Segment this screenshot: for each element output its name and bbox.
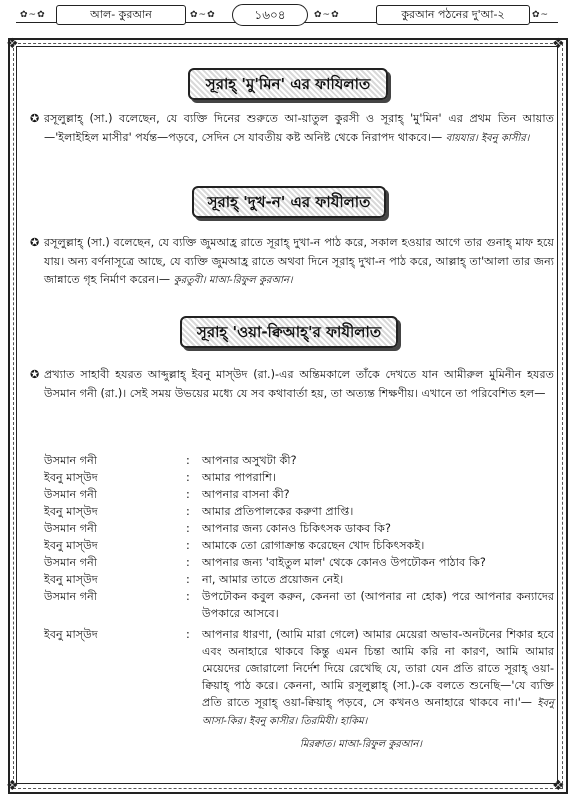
paragraph-text: রসূলুল্লাহ্ (সা.) বলেছেন, যে ব্যক্তি দিনের শুরুতে আ-য়াতুল কুরসী ও সূরাহ্ 'মু'মিন' এর প্রথম তিন আয়াত—'ইলাইহিল মাসীর' পর্যন্ত—পড়বে, সেদিন সে যাবতীয় কষ্ট অনিষ্ট থেকে নিরাপদ থাকবে।— [44, 112, 554, 144]
dialog-text: আমাকে তো রোগাক্রান্ত করেছেন খোদ চিকিৎসকই। [202, 539, 425, 552]
citation: ইবনু আসা-কির। ইবনু কাসীর। তিরমিযী। হাকিম। [202, 698, 555, 727]
citation: কুরতুবী। মাআ-রিফুল কুরআন। [173, 275, 293, 286]
colon-separator: : [186, 539, 190, 552]
section-paragraph [44, 234, 554, 291]
colon-separator: : [186, 590, 190, 603]
corner-ornament-icon: ❖ [6, 778, 19, 794]
dialog-row [44, 486, 554, 503]
speaker: ইবনু মাস্উদ [44, 573, 98, 586]
header-chapter-title: কুরআন পঠনের দু'আ-২ [376, 5, 530, 25]
section-paragraph [44, 366, 554, 403]
paragraph-text: প্রখ্যাত সাহাবী হযরত আব্দুল্লাহ্ ইবনু মাস্উদ (রা.)-এর অন্তিমকালে তাঁকে দেখতে যান আমীরুল মুমিনীন হযরত উসমান গনী (রা.)। সেই সময় উভয়ের মধ্যে যে সব কথাবার্তা হয়, তা অত্যন্ত শিক্ষণীয়। এখানে তা পরিবেশিত হল— [44, 368, 554, 400]
speaker: উসমান গনী [44, 454, 98, 467]
dialog-row [44, 469, 554, 486]
header-ornament-right: ✿~ [532, 10, 550, 20]
corner-ornament-icon: ❖ [552, 778, 565, 794]
colon-separator: : [186, 522, 190, 535]
speaker: ইবনু মাস্উদ [44, 628, 98, 641]
dialog-text: না, আমার তাতে প্রয়োজন নেই। [202, 573, 344, 586]
dialog-text [202, 626, 554, 730]
speaker: উসমান গনী [44, 522, 98, 535]
page-number: ১৬০৪ [232, 4, 308, 26]
paragraph-text: রসূলুল্লাহ্ (সা.) বলেছেন, যে ব্যক্তি জুমআহ্র রাতে সূরাহ্ দুখা-ন পাঠ করে, সকাল হওয়ার আগে তার গুনাহ্ মাফ হয়ে যায়। অন্য বর্ণনাসূত্রে আছে, যে ব্যক্তি জুমআহ্র রাতে অথবা দিনে সূরাহ্ দুখা-ন পাঠ করে, আল্লাহ্ তা'আলা তার জন্য জান্নাতে গৃহ নির্মাণ করেন।— [44, 236, 554, 286]
colon-separator: : [186, 505, 190, 518]
header-ornament-mid-left: ✿~✿ [190, 10, 216, 20]
final-citation: মিরক্বাত। মাআ-রিফুল কুরআন। [300, 739, 422, 750]
section-title: সূরাহ্ 'ওয়া-ক্বিআহ্'র ফাযীলাত [196, 323, 382, 341]
speaker: উসমান গনী [44, 488, 98, 501]
citation: বায়যার। ইবনু কাসীর। [445, 132, 530, 144]
dialog-text: আমার পাপরাশি। [202, 471, 276, 484]
speaker: উসমান গনী [44, 590, 98, 603]
section-title: সূরাহ্ 'মু'মিন' এর ফাযিলাত [205, 75, 371, 93]
dialog-text: আপনার বাসনা কী? [202, 488, 290, 501]
bullet-icon: ✪ [30, 112, 40, 125]
bullet-icon: ✪ [30, 236, 40, 249]
header-ornament-left: ✿~✿ [20, 10, 46, 20]
section-paragraph [44, 110, 554, 148]
dialog-row [44, 571, 554, 588]
section-title-banner [188, 68, 388, 100]
speaker: ইবনু মাস্উদ [44, 505, 98, 518]
corner-ornament-icon: ❖ [552, 36, 565, 52]
colon-separator: : [186, 628, 190, 641]
dialog-text: আপনার জন্য 'বাইতুল মাল' থেকে কোনও উপঢৌকন পাঠাব কি? [202, 556, 486, 569]
colon-separator: : [186, 573, 190, 586]
bullet-icon: ✪ [30, 368, 40, 381]
speaker: ইবনু মাস্উদ [44, 471, 98, 484]
dialog-text: উপঢৌকন কবুল করুন, কেননা তা (আপনার না হোক) পরে আপনার কন্যাদের উপকারে আসবে। [202, 590, 554, 620]
dialog-text: আপনার অসুখটা কী? [202, 454, 297, 467]
colon-separator: : [186, 488, 190, 501]
dialog-text-body: আপনার ধারণা, (আমি মারা গেলে) আমার মেয়েরা অভাব-অনটনের শিকার হবে এবং অনাহারে থাকবে কিন্তু এমন চিন্তা আমি করি না কারণ, আমি আমার মেয়েদের জোরালো নির্দেশ দিয়ে রেখেছি যে, তারা যেন প্রতি রাতে সূরাহ্ ওয়া-ক্বিয়াহ্ পাঠ করে। কেননা, আমি রসূলুল্লাহ্ (সা.)-কে বলতে শুনেছি—'যে ব্যক্তি প্রতি রাতে সূরাহ্ ওয়া-ক্বিয়াহ্ পড়বে, সে কখনও অনাহারে থাকবে না।'— [202, 628, 554, 709]
speaker: উসমান গনী [44, 556, 98, 569]
dialog-row [44, 537, 554, 554]
header-book-title: আল- কুরআন [56, 5, 186, 25]
section-title: সূরাহ্ 'দুখ-ন' এর ফাযীলাত [207, 193, 371, 211]
dialog-text: আপনার জন্য কোনও চিকিৎসক ডাকব কি? [202, 522, 391, 535]
section-title-banner [180, 316, 398, 348]
colon-separator: : [186, 454, 190, 467]
dialog-row [44, 626, 554, 730]
dialog-row [44, 588, 554, 622]
dialog-row [44, 452, 554, 469]
colon-separator: : [186, 556, 190, 569]
dialog-row [44, 503, 554, 520]
dialog-row [44, 554, 554, 571]
speaker: ইবনু মাস্উদ [44, 539, 98, 552]
dialog-text: আমার প্রতিপালকের করুণা প্রাপ্তি। [202, 505, 354, 518]
corner-ornament-icon: ❖ [6, 36, 19, 52]
section-title-banner [192, 186, 386, 218]
header-ornament-mid-right: ✿~✿ [314, 10, 340, 20]
colon-separator: : [186, 471, 190, 484]
dialog-row [44, 520, 554, 537]
dialog-list [44, 452, 554, 730]
